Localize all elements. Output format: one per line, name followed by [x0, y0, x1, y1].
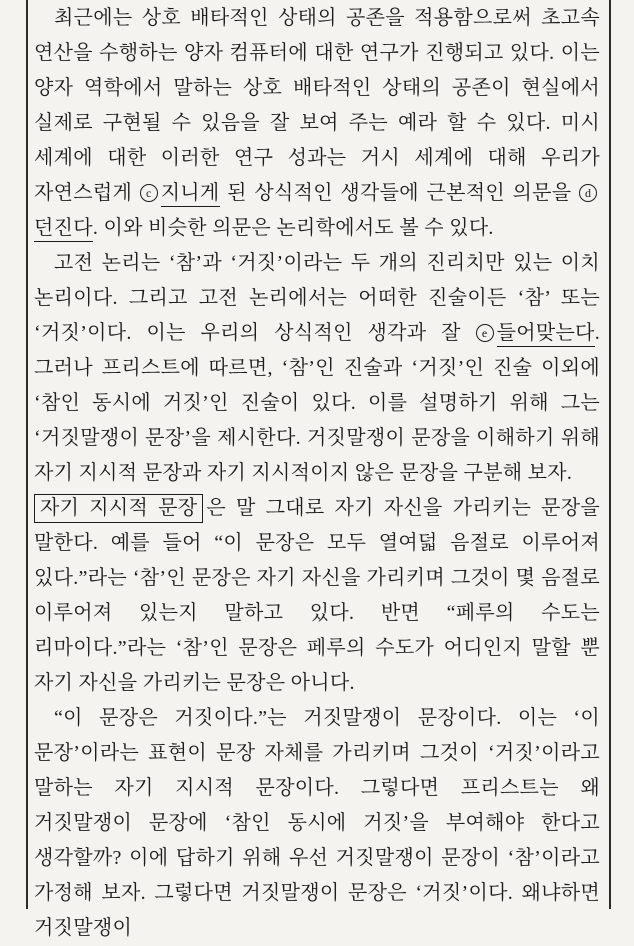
column-rule-left [26, 0, 28, 909]
circled-letter-marker: d [579, 184, 597, 202]
passage-text: 최근에는 상호 배타적인 상태의 공존을 적용함으로써 초고속 연산을 수행하는 양자 컴퓨터에 대한 연구가 진행되고 있다. 이는 양자 역학에서 말하는 상호 배타적인 상태의 공존이 현실에서 실제로 구현될 수 있음을 잘 보여 주는 예라 할 수 있다. 미시 세계에 대한 이러한 연구 성과는 거시 세계에 대해 우리가 자연스럽게 [34, 7, 600, 204]
passage-text: 은 말 그대로 자기 자신을 가리키는 문장을 말한다. 예를 들어 “이 문장은 모두 열여덟 음절로 이루어져 있다.”라는 ‘참’인 문장은 자기 자신을 가리키며 그것이 몇 음절로 이루어져 있는지 말하고 있다. 반면 “페루의 수도는 리마이다.”라는 ‘참’인 문장은 페루의 수도가 어디인지 말할 뿐 자기 자신을 가리키는 문장은 아니다. [34, 497, 600, 694]
circled-letter-marker: e [476, 324, 494, 342]
underlined-word: 들어맞는다 [497, 322, 595, 347]
passage [34, 1, 600, 946]
passage-text: 고전 논리는 ‘참’과 ‘거짓’이라는 두 개의 진리치만 있는 이치 논리이다. 그리고 고전 논리에서는 어떠한 진술이든 ‘참’ 또는 ‘거짓’이다. 이는 우리의 상식적인 생각과 잘 [34, 252, 600, 344]
circled-letter-marker: c [140, 184, 158, 202]
passage-text: 된 상식적인 생각들에 근본적인 의문을 [219, 182, 579, 204]
underlined-word: 지니게 [161, 182, 220, 207]
passage-text: . 그러나 프리스트에 따르면, ‘참’인 진술과 ‘거짓’인 진술 이외에 ‘참인 동시에 거짓’인 진술이 있다. 이를 설명하기 위해 그는 ‘거짓말쟁이 문장’을 제시한다. 거짓말쟁이 문장을 이해하기 위해 자기 지시적 문장과 자기 지시적이지 않은 문장을 구분해 보자. [34, 322, 600, 484]
paragraph-4 [34, 701, 600, 946]
underlined-word: 던진다 [34, 217, 93, 242]
passage-text: “이 문장은 거짓이다.”는 거짓말쟁이 문장이다. 이는 ‘이 문장’이라는 표현이 문장 자체를 가리키며 그것이 ‘거짓’이라고 말하는 자기 지시적 문장이다. 그렇다면 프리스트는 왜 거짓말쟁이 문장에 ‘참인 동시에 거짓’을 부여해야 한다고 생각할까? 이에 답하기 위해 우선 거짓말쟁이 문장이 ‘참’이라고 가정해 보자. 그렇다면 거짓말쟁이 문장은 ‘거짓’이다. 왜냐하면 거짓말쟁이 [34, 707, 600, 939]
paragraph-2 [34, 246, 600, 491]
boxed-key-term: 자기 지시적 문장 [34, 494, 203, 523]
paragraph-3 [34, 491, 600, 701]
column-rule-right [609, 0, 611, 909]
passage-text: . 이와 비슷한 의문은 논리학에서도 볼 수 있다. [92, 217, 494, 239]
paragraph-1 [34, 1, 600, 246]
